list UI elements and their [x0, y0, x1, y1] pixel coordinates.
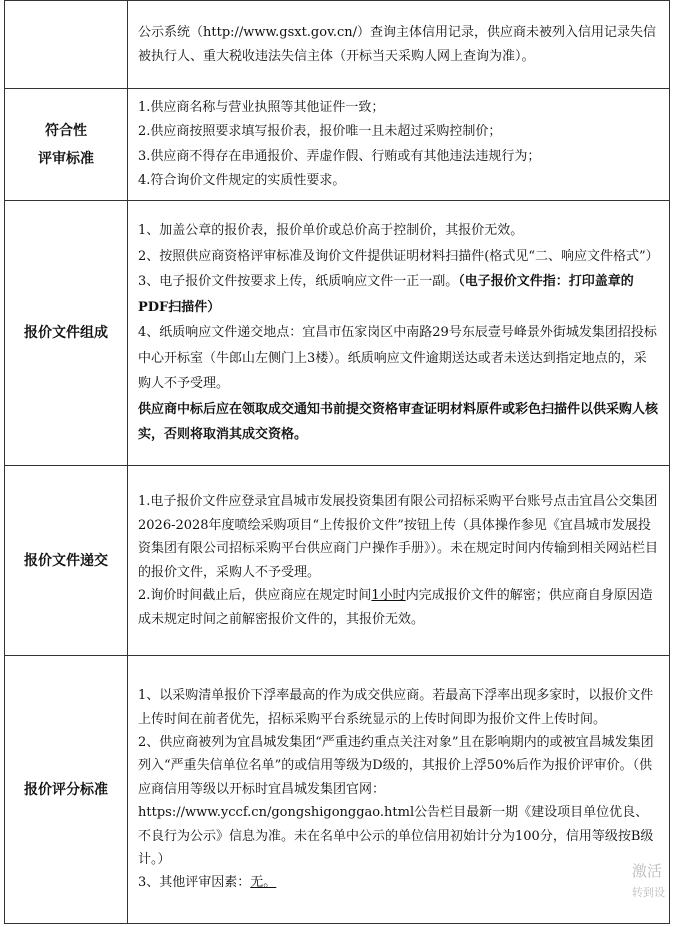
list-item: 1、以采购清单报价下浮率最高的作为成交供应商。若最高下浮率出现多家时，以报价文件上传时间在前者优先，招标采购平台系统显示的上传时间即为报价文件上传时间。	[138, 688, 654, 727]
table-row	[5, 1, 670, 89]
list-item: 2、按照供应商资格评审标准及询价文件提供证明材料扫描件(格式见“二、响应文件格式”）	[138, 248, 659, 264]
credit-query-text: 公示系统（http://www.gsxt.gov.cn/）查询主体信用记录，供应商未被列入信用记录失信被执行人、重大税收违法失信主体（开标当天采购人网上查询为准）。	[138, 25, 657, 64]
row-label-conformity	[5, 89, 128, 201]
list-item: 3.供应商不得存在串通报价、弄虚作假、行贿或有其他违法违规行为；	[138, 148, 541, 164]
paragraph: 1.电子报价文件应登录宜昌城市发展投资集团有限公司招标采购平台账号点击宜昌公交集团2026-2028年度喷绘采购项目“上传报价文件”按钮上传（具体操作参见《宜昌城市发展投资集团有限公司招标采购平台供应商门户操作手册》）。未在规定时间内传输到相关网站栏目的报价文件，采购人不予受理。	[138, 494, 659, 580]
table-row	[5, 201, 670, 466]
row-content	[128, 1, 670, 89]
watermark-line: 激活	[632, 862, 663, 880]
activate-windows-watermark	[632, 860, 665, 904]
row-label-line: 符合性	[45, 122, 87, 139]
winning-bidder-note: 供应商中标后应在领取成交通知书前提交资格审查证明材料原件或彩色扫描件以供采购人核实，否则将取消其成交资格。	[138, 401, 659, 443]
row-label-bid-composition: 报价文件组成	[5, 201, 128, 466]
requirements-table	[4, 0, 670, 924]
row-label-scoring-criteria: 报价评分标准	[5, 656, 128, 924]
table-row	[5, 466, 670, 656]
list-item	[138, 269, 659, 320]
list-item: 1、加盖公章的报价表，报价单价或总价高于控制价，其报价无效。	[138, 223, 524, 239]
row-label-line: 评审标准	[38, 150, 94, 167]
table-row	[5, 89, 670, 201]
row-content	[128, 656, 670, 924]
para-text: 2.询价时间截止后，供应商应在规定时间	[138, 588, 372, 603]
row-content	[128, 466, 670, 656]
item-text-bold: （电子报价文件指：打印盖章的PDF扫描件）	[138, 274, 634, 315]
para-text: 内完成报价文件的解密；供应商自身原因造成未规定时间之前解密报价文件的，其报价无效。	[138, 588, 653, 627]
list-item	[138, 871, 659, 894]
item-text: 3、其他评审因素：	[138, 875, 251, 891]
row-label-empty	[5, 1, 128, 89]
list-item: 1.供应商名称与营业执照等其他证件一致；	[138, 99, 385, 115]
item-text: 3、电子报价文件按要求上传，纸质响应文件一正一副。	[138, 274, 459, 290]
row-label-bid-submission: 报价文件递交	[5, 466, 128, 656]
list-item: 4、纸质响应文件递交地点：宜昌市伍家岗区中南路29号东辰壹号峰景外街城发集团招投标中心开标室（牛郎山左侧门上3楼）。纸质响应文件逾期送达或者未送达到指定地点的，采购人不予受理。	[138, 325, 657, 392]
item-text-underlined: 无。	[250, 875, 277, 891]
table-row	[5, 656, 670, 924]
paragraph	[138, 584, 659, 631]
row-content	[128, 201, 670, 466]
list-item: 2.供应商按照要求填写报价表，报价唯一且未超过采购控制价；	[138, 124, 502, 139]
watermark-line: 转到设	[632, 886, 665, 899]
list-item: 2、供应商被列为宜昌城发集团“严重违约重点关注对象”且在影响期内的或被宜昌城发集团列入“严重失信单位名单”的或信用等级为D级的，其报价上浮50%后作为报价评审价。（供应商信用等级以开标时宜昌城发集团官网：https://www.yccf.cn/gongshigonggao.html公告栏目最新一期《建设项目单位优良、不良行为公示》信息为准。未在名单中公示的单位信用初始计分为100分，信用等级按B级计。）	[138, 734, 654, 868]
list-item: 4.符合询价文件规定的实质性要求。	[138, 173, 346, 188]
row-content	[128, 89, 670, 201]
time-limit-underlined: 1小时	[371, 588, 406, 603]
